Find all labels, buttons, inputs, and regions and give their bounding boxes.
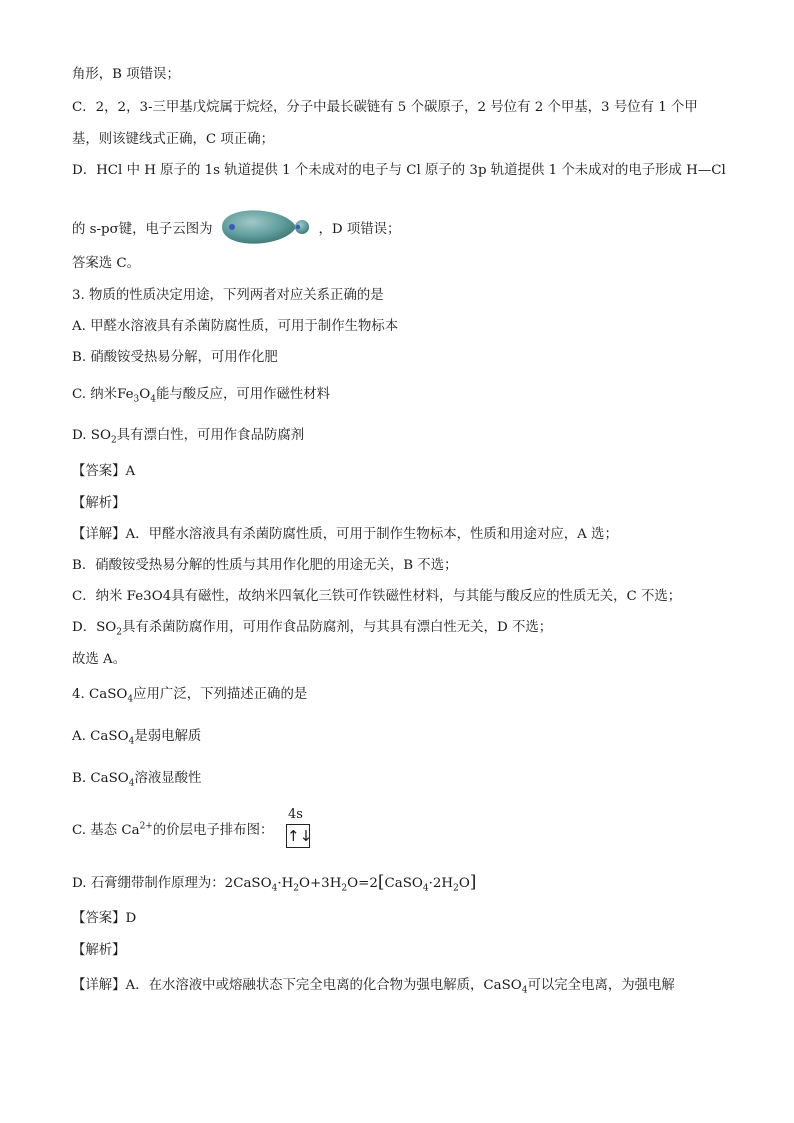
q3-conclusion: 故选 A。 xyxy=(72,652,127,667)
line-option-c: C．2，2，3-三甲基戊烷属于烷烃，分子中最长碳链有 5 个碳原子，2 号位有 2 个甲基，3 号位有 1 个甲 xyxy=(72,100,698,115)
q4-analysis: 【解析】 xyxy=(72,943,126,958)
q4-option-c: C. 基态 $Ca^{2+}$的价层电子排布图： xyxy=(72,821,274,838)
q3-detail-b: B．硝酸铵受热易分解的性质与其用作化肥的用途无关，B 不选； xyxy=(72,558,458,573)
electron-cloud-image xyxy=(216,205,316,249)
line-answer: 答案选 C。 xyxy=(72,256,141,271)
line-option-c-cont: 基，则该键线式正确，C 项正确； xyxy=(72,132,274,147)
q3-option-a: A. 甲醛水溶液具有杀菌防腐性质，可用于制作生物标本 xyxy=(72,319,399,334)
q3-detail-a: 【详解】A．甲醛水溶液具有杀菌防腐性质，可用于制作生物标本，性质和用途对应，A 选； xyxy=(72,527,618,542)
orbital-label: 4s xyxy=(288,807,303,822)
orbital-box: ↑↓ xyxy=(286,824,310,848)
q4-detail-a: 【详解】A．在水溶液中或熔融状态下完全电离的化合物为强电解质，CaSO$_4$可以完全电离，为强电解 xyxy=(72,978,675,996)
line-angle: 角形，B 项错误； xyxy=(72,67,180,82)
line-option-d: D．HCl 中 H 原子的 1s 轨道提供 1 个未成对的电子与 Cl 原子的 3p 轨道提供 1 个未成对的电子形成 H—Cl xyxy=(72,163,726,178)
q4-option-a: A. CaSO$_4$是弱电解质 xyxy=(72,729,202,747)
q3-answer: 【答案】A xyxy=(72,464,136,479)
q4-stem: 4. CaSO$_4$应用广泛，下列描述正确的是 xyxy=(72,687,308,705)
q3-option-c: C. 纳米$Fe_3O_4$能与酸反应，可用作磁性材料 xyxy=(72,387,331,405)
q4-option-d: D. 石膏绷带制作原理为：$2CaSO_4\cdot H_2O+3H_2O=2[CaSO_4\cdot 2H_2O]$ xyxy=(72,872,477,894)
q3-detail-d: D．$SO_2$具有杀菌防腐作用，可用作食品防腐剂，与其具有漂白性无关，D 不选； xyxy=(72,620,553,638)
line-orbital: 的 s-pσ键，电子云图为 ，D 项错误； xyxy=(72,205,400,249)
q4-option-b: B. CaSO$_4$溶液显酸性 xyxy=(72,771,202,789)
q3-option-b: B. 硝酸铵受热易分解，可用作化肥 xyxy=(72,350,278,365)
q3-analysis: 【解析】 xyxy=(72,496,126,511)
q3-stem: 3. 物质的性质决定用途，下列两者对应关系正确的是 xyxy=(72,288,384,303)
q3-option-d: D. $SO_2$具有漂白性，可用作食品防腐剂 xyxy=(72,428,305,446)
q4-answer: 【答案】D xyxy=(72,911,137,926)
q3-detail-c: C．纳米 Fe3O4具有磁性，故纳米四氧化三铁可作铁磁性材料，与其能与酸反应的性质无关，C 不选； xyxy=(72,589,682,604)
